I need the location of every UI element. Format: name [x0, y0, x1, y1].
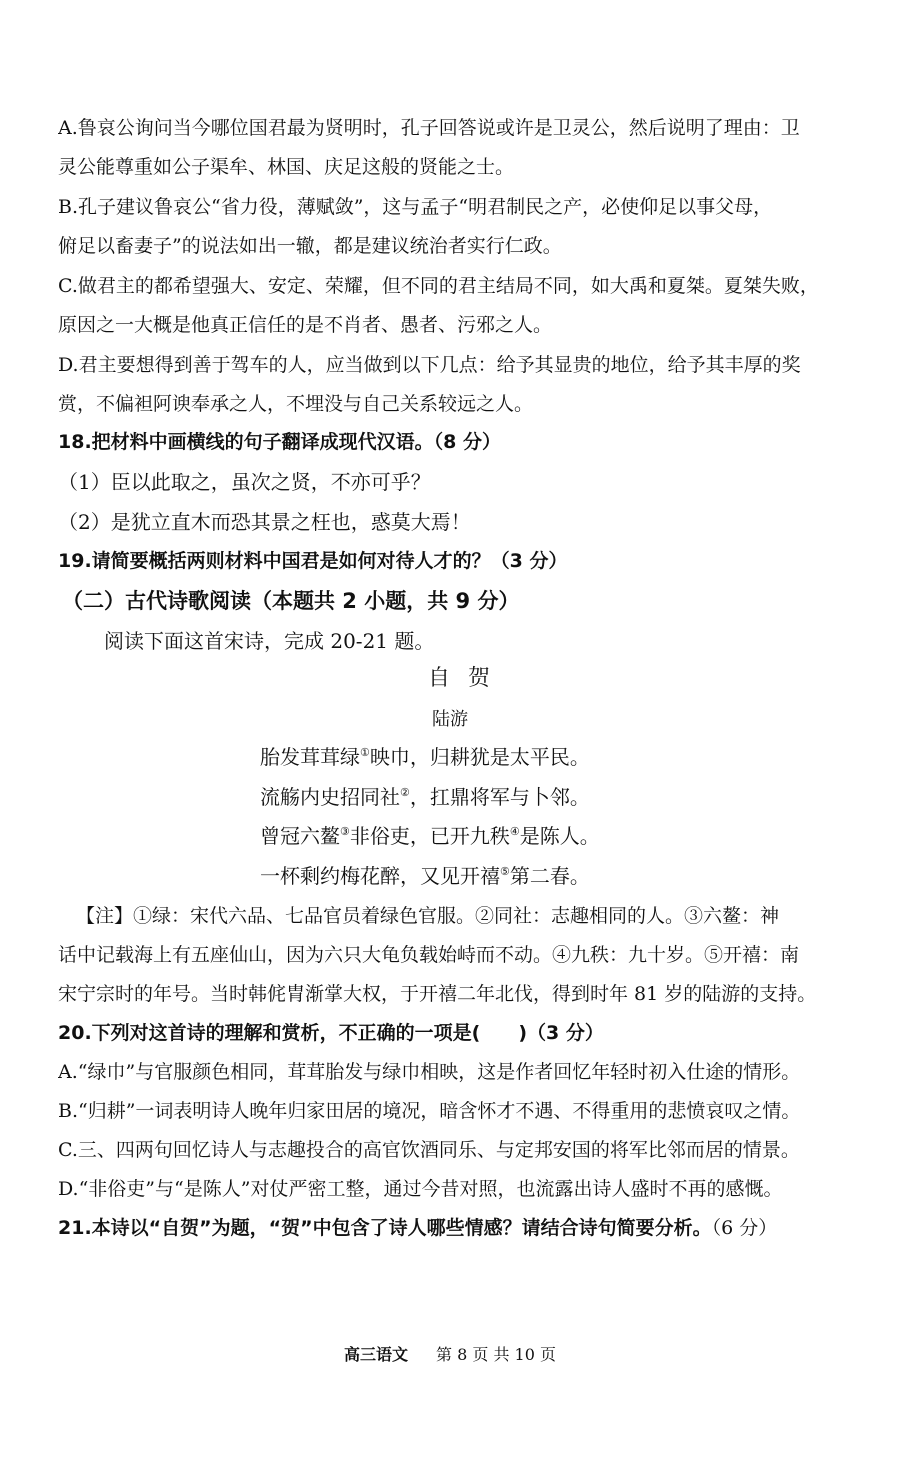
- section-2-instruction: 阅读下面这首宋诗，完成 20-21 题。: [104, 629, 435, 653]
- question-20-option-d: D.“非俗吏”与“是陈人”对仗严密工整，通过今昔对照，也流露出诗人盛时不再的感慨。: [58, 1178, 783, 1200]
- option-a-line-2: 灵公能尊重如公子渠牟、林国、庆足这般的贤能之士。: [58, 156, 515, 178]
- poem-line-4: [260, 862, 820, 890]
- question-20-option-b: B.“归耕”一词表明诗人晚年归家田居的境况，暗含怀才不遇、不得重用的悲愤哀叹之情。: [58, 1100, 801, 1122]
- poem-line-3-part-a: 曾冠六鳌: [260, 824, 340, 848]
- question-20-option-a: A.“绿巾”与官服颜色相同，茸茸胎发与绿巾相映，这是作者回忆年轻时初入仕途的情形。: [58, 1061, 801, 1083]
- poem-line-3: [260, 822, 820, 850]
- notes-line-2: 话中记载海上有五座仙山，因为六只大龟负载始峙而不动。④九秩：九十岁。⑤开禧：南: [58, 944, 800, 966]
- option-c-line-1: C.做君主的都希望强大、安定、荣耀，但不同的君主结局不同，如大禹和夏桀。夏桀失败，: [58, 275, 819, 297]
- section-2-title: （二）古代诗歌阅读（本题共 2 小题，共 9 分）: [62, 589, 520, 613]
- poem-line-2-part-a: 流觞内史招同社: [260, 785, 400, 809]
- poem-line-2-part-b: ，扛鼎将军与卜邻。: [409, 785, 590, 809]
- question-21: [58, 1214, 858, 1242]
- option-d-line-1: D.君主要想得到善于驾车的人，应当做到以下几点：给予其显贵的地位，给予其丰厚的奖: [58, 354, 801, 376]
- question-20-option-c: C.三、四两句回忆诗人与志趣投合的高官饮酒同乐、与定邦安国的将军比邻而居的情景。: [58, 1139, 800, 1161]
- poem-line-1: [260, 743, 820, 771]
- question-19-title: 19.请简要概括两则材料中国君是如何对待人才的？（3 分）: [58, 550, 568, 572]
- poem-line-4-part-b: 第二春。: [509, 864, 590, 888]
- question-21-score: （6 分）: [711, 1217, 778, 1239]
- poem-title: 自贺: [427, 666, 508, 691]
- question-20-title: 20.下列对这首诗的理解和赏析，不正确的一项是( )（3 分）: [58, 1022, 604, 1044]
- page-footer: [0, 1344, 900, 1366]
- poem-line-1-part-a: 胎发茸茸绿: [260, 745, 360, 769]
- poem-line-4-part-a: 一杯剩约梅花醉，又见开禧: [260, 864, 500, 888]
- poem-line-2: [260, 783, 820, 811]
- poem-line-1-part-b: 映巾，归耕犹是太平民。: [369, 745, 590, 769]
- note-marker-4: ④: [509, 825, 520, 838]
- footer-course: 高三语文: [344, 1345, 409, 1364]
- option-d-line-2: 赏，不偏袒阿谀奉承之人，不埋没与自己关系较远之人。: [58, 393, 534, 415]
- note-marker-3: ③: [340, 825, 350, 838]
- note-marker-2: ②: [400, 786, 410, 799]
- notes-line-1: 【注】①绿：宋代六品、七品官员着绿色官服。②同社：志趣相同的人。③六鳌：神: [76, 905, 780, 927]
- option-c-line-2: 原因之一大概是他真正信任的是不肖者、愚者、污邪之人。: [58, 314, 553, 336]
- notes-line-3: 宋宁宗时的年号。当时韩侂胄渐掌大权，于开禧二年北伐，得到时年 81 岁的陆游的支持。: [58, 983, 817, 1005]
- note-marker-5: ⑤: [500, 865, 510, 878]
- footer-page-info: 第 8 页 共 10 页: [436, 1345, 556, 1364]
- question-18-title: 18.把材料中画横线的句子翻译成现代汉语。（8 分）: [58, 431, 501, 453]
- question-18-item-1: （1）臣以此取之，虽次之贤，不亦可乎？: [58, 470, 431, 494]
- option-b-line-2: 俯足以畜妻子”的说法如出一辙，都是建议统治者实行仁政。: [58, 235, 562, 257]
- question-21-title: 21.本诗以“自贺”为题，“贺”中包含了诗人哪些情感？请结合诗句简要分析。: [58, 1217, 712, 1239]
- question-18-item-2: （2）是犹立直木而恐其景之枉也，惑莫大焉！: [58, 510, 471, 534]
- poem-line-3-part-b: 非俗吏，已开九秩: [349, 824, 510, 848]
- note-marker-1: ①: [360, 746, 370, 759]
- poem-line-3-part-c: 是陈人。: [519, 824, 600, 848]
- option-a-line-1: A.鲁哀公询问当今哪位国君最为贤明时，孔子回答说或许是卫灵公，然后说明了理由：卫: [58, 117, 800, 139]
- poem-author: 陆游: [432, 709, 468, 730]
- option-b-line-1: B.孔子建议鲁哀公“省力役，薄赋敛”，这与孟子“明君制民之产，必使仰足以事父母，: [58, 196, 773, 218]
